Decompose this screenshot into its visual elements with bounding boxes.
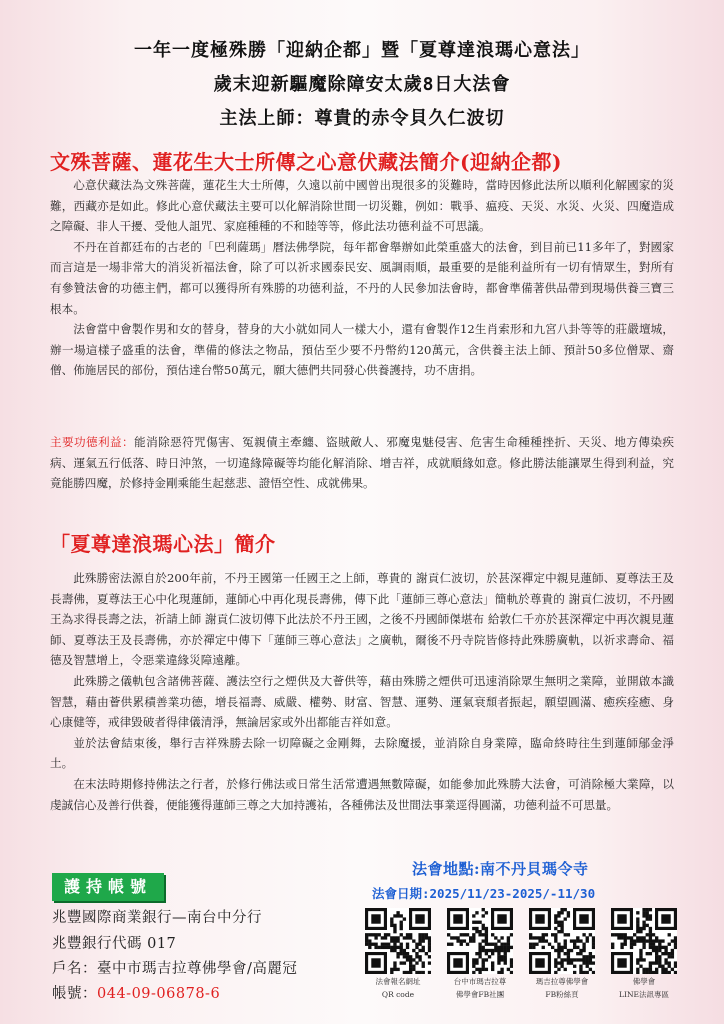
- section2-paragraph: 並於法會結束後，舉行吉祥殊勝去除一切障礙之金剛舞，去除魔援，並消除自身業障，臨命終時往生到蓮師鄔金淨土。: [50, 735, 674, 771]
- qr-caption: QR code: [381, 990, 415, 999]
- qr-fb-group[interactable]: [444, 908, 516, 1000]
- qr-code-icon[interactable]: [365, 908, 431, 974]
- account-label: 帳號：: [52, 986, 97, 1002]
- section1-paragraph: 心意伏藏法為文殊菩薩，蓮花生大士所傳，久遠以前中國曾出現很多的災難時，當時因修此法所以順利化解國家的災難，西藏亦是如此。修此心意伏藏法主要可以化解消除世間一切災難，例如：戰爭、瘟疫、天災、水災、火災、四魔造成之障礙、非人干擾、受他人詛咒、家庭種種的不和睦等等，修此法功德利益不可思議。: [50, 178, 674, 234]
- account-name: 戶名：臺中市瑪吉拉尊佛學會/高麗冠: [52, 961, 298, 977]
- section1-paragraph: 不丹在首都廷布的古老的「巴利薩瑪」曆法佛學院，每年都會舉辦如此榮重盛大的法會，到目前已11多年了，對國家而言這是一場非常大的消災祈福法會，除了可以祈求國泰民安、風調雨順，最重要的是能利益所有一切有情眾生，對所有有參贊法會的功德主們，都可以獲得所有殊勝的功德利益，不丹的人民參加法會時，都會準備著供品帶到現場供養三寶三根本。: [50, 239, 674, 316]
- qr-registration[interactable]: [362, 908, 434, 1000]
- section2-body: [50, 568, 674, 815]
- support-account-badge: 護持帳號: [52, 873, 164, 901]
- section2-paragraph: 在末法時期修持佛法之行者，於修行佛法或日常生活常遭遇無數障礙，如能參加此殊勝大法會，可消除極大業障，以虔誠信心及善行供養，便能獲得蓮師三尊之大加持護祐，各種佛法及世間法事業逕得圓滿，功德利益不可思量。: [50, 776, 674, 812]
- qr-code-icon[interactable]: [529, 908, 595, 974]
- account-number: 044-09-06878-6: [97, 986, 221, 1002]
- section2-paragraph: 此殊勝之儀軌包含諸佛菩薩、護法空行之煙供及大薈供等，藉由殊勝之煙供可迅速消除眾生無明之業障，並開啟本識智慧，藉由薈供累積善業功德，增長福壽、威嚴、權勢、財富、智慧、運勢、運氣衰頹者振起，願望圓滿、癒疾痊癒、身心康健等，戒律毀破者得律儀清淨，無論居家或外出都能吉祥如意。: [50, 673, 674, 730]
- event-dates: 法會日期:2025/11/23-2025/-11/30: [372, 886, 596, 901]
- section1-paragraph: 法會當中會製作男和女的替身，替身的大小就如同人一樣大小，還有會製作12生肖索形和九宮八卦等等的莊嚴壇城，辦一場這樣子盛重的法會，準備的修法之物品，預估至少要不丹幣約120萬元，含供養主法上師、預計50多位僧眾、齋僧、佈施居民的部份，預估達台幣50萬元，願大德們共同發心供養護持，功不唐捐。: [50, 322, 674, 378]
- qr-caption: 佛學會: [632, 977, 656, 986]
- merits-label: 主要功德利益：: [50, 435, 135, 449]
- qr-caption: 台中市瑪吉拉尊: [453, 977, 507, 986]
- headline-line-1: 一年一度極殊勝「迎納企都」暨「夏尊達浪瑪心意法」: [134, 40, 590, 61]
- event-venue: 法會地點:南不丹貝瑪令寺: [412, 860, 589, 878]
- qr-code-icon[interactable]: [611, 908, 677, 974]
- qr-line[interactable]: [608, 908, 680, 1000]
- qr-caption: 瑪吉拉尊佛學會: [535, 977, 589, 986]
- qr-code-icon[interactable]: [447, 908, 513, 974]
- headline-line-2: 歲末迎新驅魔除障安太歲8日大法會: [213, 74, 511, 95]
- bank-name: 兆豐國際商業銀行—南台中分行: [52, 910, 262, 926]
- section1-body: [50, 175, 674, 381]
- merits-text: 能消除惡符咒傷害、冤親債主牽纏、盜賊敵人、邪魔鬼魅侵害、危害生命種種挫折、天災、地方傳染疾病、運氣五行低落、時日沖煞，一切違緣障礙等均能化解消除、增吉祥，成就順緣如意。修此勝法能讓眾生得到利益，究竟能勝四魔，於修持金剛乘能生起慈悲、證悟空性、成就佛果。: [50, 435, 674, 491]
- section1-title: 文殊菩薩、蓮花生大士所傳之心意伏藏法簡介(迎納企都): [50, 150, 562, 174]
- qr-caption: 法會報名網址: [375, 977, 421, 986]
- account-number-line: [52, 982, 220, 1003]
- merits-block: [50, 432, 674, 494]
- headline-line-3: 主法上師：尊貴的赤令貝久仁波切: [219, 108, 505, 129]
- qr-fb-page[interactable]: [526, 908, 598, 1000]
- section2-paragraph: 此殊勝密法源自於200年前，不丹王國第一任國王之上師，尊貴的 謝貢仁波切，於甚深禪定中親見蓮師、夏尊法王及長壽佛，夏尊法王心中化現蓮師，蓮師心中再化現長壽佛，傳下此「蓮師三尊心意法」簡軌於尊貴的 謝貢仁波切，不丹國王為求得長壽之法，祈請上師 謝貢仁波切傳下此法於不丹王國，之後不丹國師傑堪布 給敦仁千亦於甚深禪定中再次親見蓮師、夏尊法王及長壽佛，亦於禪定中傳下「蓮師三尊心意法」之廣軌，爾後不丹寺院皆修持此殊勝廣軌，以祈求壽命、福德及智慧增上，令惡業違緣災障遠離。: [50, 571, 674, 668]
- qr-caption: LINE法訊專區: [619, 990, 669, 999]
- section2-title: 「夏尊達浪瑪心法」簡介: [50, 532, 276, 556]
- bank-code: 兆豐銀行代碼 017: [52, 936, 177, 952]
- qr-caption: FB粉絲頁: [545, 990, 579, 999]
- qr-caption: 佛學會FB社團: [455, 990, 505, 999]
